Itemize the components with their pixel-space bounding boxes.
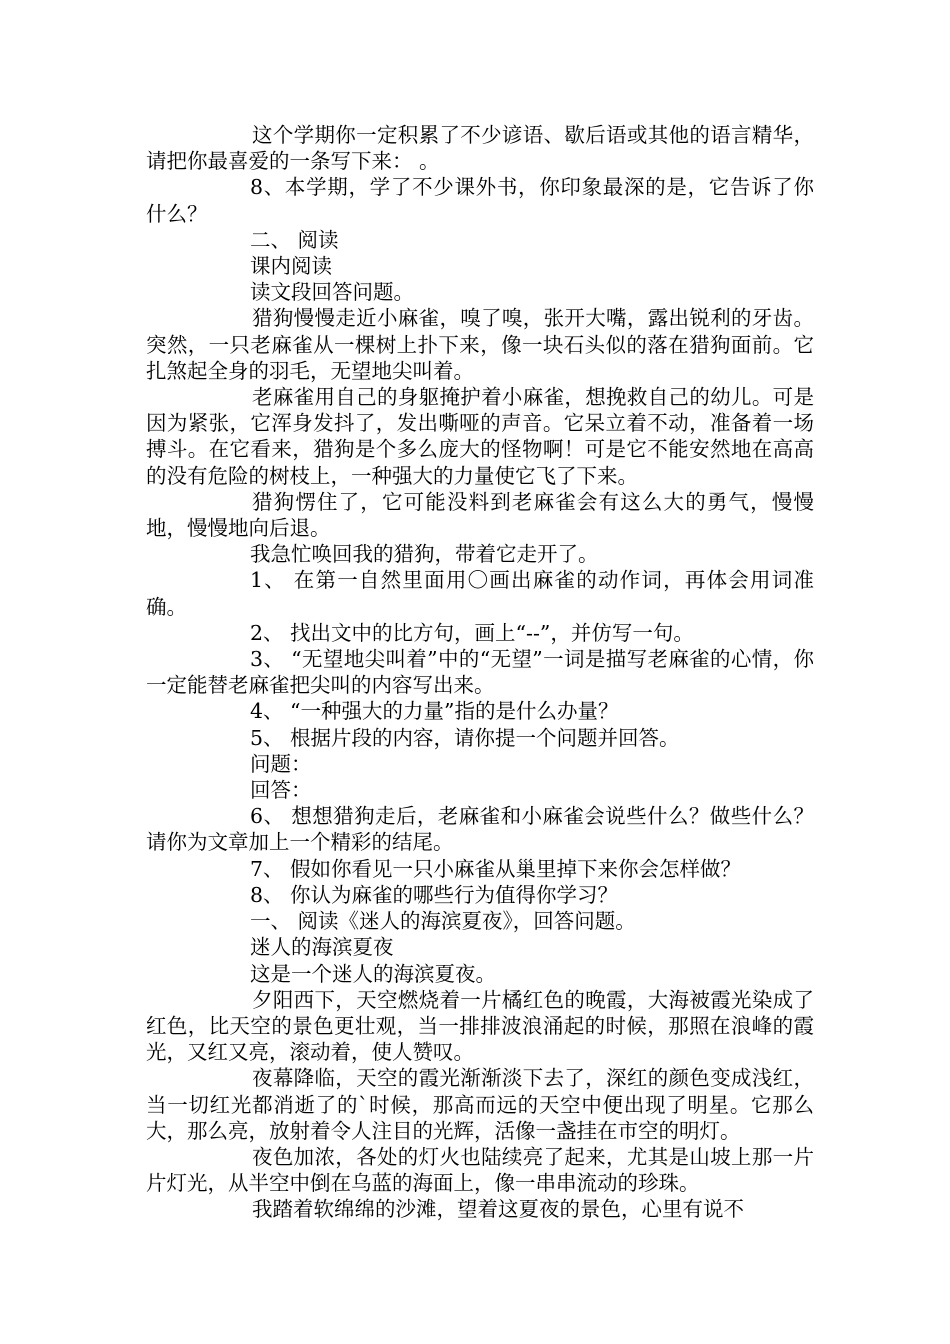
passage-paragraph: 我急忙唤回我的猎狗，带着它走开了。 — [250, 542, 599, 567]
passage-paragraph: 老麻雀用自己的身躯掩护着小麻雀，想挽救自己的幼儿。可是因为紧张，它浑身发抖了，发出嘶哑的声音。它呆立着不动，准备着一场搏斗。在它看来，猎狗是个多么庞大的怪物啊！可是它不能安然地在高高的没有危险的树枝上，一种强大的力量使它飞了下来。 — [146, 385, 814, 488]
section-heading: 一、 阅读《迷人的海滨夏夜》，回答问题。 — [250, 909, 636, 934]
question: 8、 你认为麻雀的哪些行为值得你学习？ — [250, 882, 619, 907]
question: 1、 在第一自然里面用〇画出麻雀的动作词，再体会用词准确。 — [146, 568, 814, 619]
instruction: 读文段回答问题。 — [250, 280, 414, 305]
passage-paragraph: 猎狗愣住了，它可能没料到老麻雀会有这么大的勇气，慢慢地，慢慢地向后退。 — [146, 489, 814, 541]
question: 3、 “无望地尖叫着”中的“无望”一词是描写老麻雀的心情，你一定能替老麻雀把尖叫的内容写出来。 — [146, 647, 814, 698]
answer-label: 问题： — [250, 751, 312, 776]
passage-paragraph: 夜色加浓，各处的灯火也陆续亮了起来，尤其是山坡上那一片片灯光，从半空中倒在乌蓝的海面上，像一串串流动的珍珠。 — [146, 1144, 814, 1196]
passage-paragraph: 夜幕降临，天空的霞光渐渐淡下去了，深红的颜色变成浅红，当一切红光都消逝了的`时候，那高而远的天空中便出现了明星。它那么大，那么亮，放射着令人注目的光辉，活像一盏挂在市空的明灯。 — [146, 1066, 814, 1143]
passage-paragraph: 这是一个迷人的海滨夏夜。 — [250, 961, 496, 986]
question: 2、 找出文中的比方句，画上“--”，并仿写一句。 — [250, 620, 694, 645]
passage-paragraph: 我踏着软绵绵的沙滩，望着这夏夜的景色，心里有说不 — [252, 1197, 744, 1222]
paragraph: 这个学期你一定积累了不少谚语、歇后语或其他的语言精华，请把你最喜爱的一条写下来： 。 — [146, 123, 814, 174]
question: 5、 根据片段的内容，请你提一个问题并回答。 — [250, 725, 680, 750]
passage-paragraph: 夕阳西下，天空燃烧着一片橘红色的晚霞，大海被霞光染成了红色，比天空的景色更壮观，当一排排波浪涌起的时候，那照在浪峰的霞光，又红又亮，滚动着，使人赞叹。 — [146, 987, 814, 1065]
question: 6、 想想猎狗走后，老麻雀和小麻雀会说些什么？做些什么？请你为文章加上一个精彩的结尾。 — [146, 804, 814, 855]
paragraph: 8、本学期，学了不少课外书，你印象最深的是，它告诉了你什么？ — [146, 175, 814, 226]
document-body — [146, 122, 814, 1223]
sub-heading: 课内阅读 — [250, 254, 332, 279]
section-heading: 二、 阅读 — [250, 227, 339, 252]
passage-paragraph: 猎狗慢慢走近小麻雀，嗅了嗅，张开大嘴，露出锐利的牙齿。突然，一只老麻雀从一棵树上扑下来，像一块石头似的落在猎狗面前。它扎煞起全身的羽毛，无望地尖叫着。 — [146, 306, 814, 383]
answer-label: 回答： — [250, 778, 312, 803]
question: 7、 假如你看见一只小麻雀从巢里掉下来你会怎样做？ — [250, 856, 742, 881]
question: 4、 “一种强大的力量”指的是什么办量？ — [250, 699, 619, 724]
article-title: 迷人的海滨夏夜 — [250, 935, 394, 960]
